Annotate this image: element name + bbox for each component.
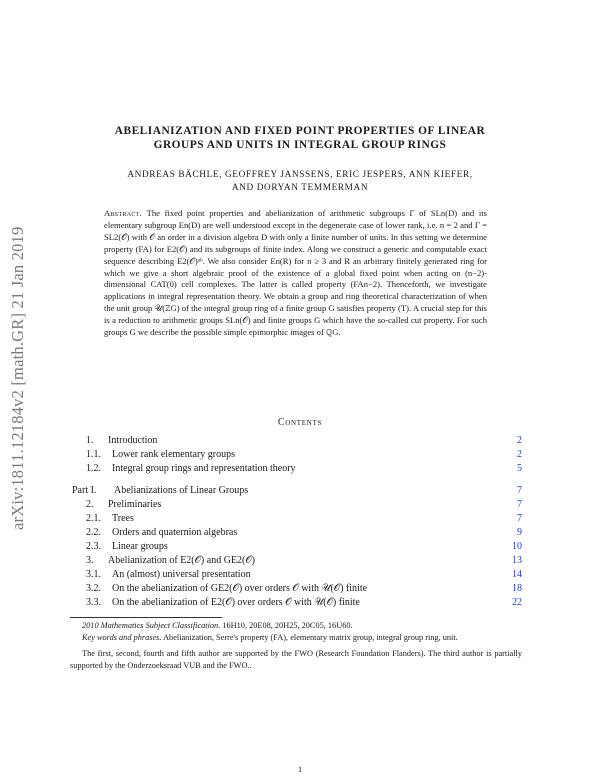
toc-entry[interactable]: [72, 568, 522, 582]
abstract-label: Abstract.: [104, 208, 143, 218]
toc-entry[interactable]: [72, 448, 522, 462]
toc-entry-number: 3.3.: [86, 597, 101, 608]
toc-entry[interactable]: [72, 434, 522, 448]
toc-entry[interactable]: [72, 526, 522, 540]
toc-entry-page-link[interactable]: 18: [512, 583, 522, 594]
toc-entry-number: 2.2.: [86, 527, 101, 538]
toc-entry[interactable]: [72, 554, 522, 568]
toc-entry-page-link[interactable]: 9: [517, 527, 522, 538]
keywords-label: Key words and phrases.: [82, 632, 162, 642]
funding-footnote: The first, second, fourth and fifth author are supported by the FWO (Research Foundation Flanders). The third author is partially supported by the Onderzoeksraad VUB and the FWO..: [70, 649, 522, 670]
toc-entry-title: An (almost) universal presentation: [112, 569, 251, 580]
msc-label: 2010 Mathematics Subject Classification.: [82, 621, 221, 630]
footnotes: [70, 620, 522, 671]
toc-entry-title: Integral group rings and representation theory: [112, 463, 296, 474]
author-list: [70, 169, 530, 195]
footnote-rule: [70, 617, 222, 618]
toc-entry-number: 1.: [86, 435, 94, 446]
toc-entry-number: 2.3.: [86, 541, 101, 552]
toc-entry[interactable]: [72, 512, 522, 526]
authors-line-2: AND DORYAN TEMMERMAN: [231, 183, 369, 193]
toc-entry-page-link[interactable]: 2: [517, 435, 522, 446]
toc-entry-title: Introduction: [108, 435, 158, 446]
toc-entry[interactable]: [72, 484, 522, 498]
toc-entry-page-link[interactable]: 10: [512, 541, 522, 552]
toc-entry[interactable]: [72, 596, 522, 610]
toc-entry-number: 3.: [86, 555, 94, 566]
toc-entry-number: 3.2.: [86, 583, 101, 594]
keywords-footnote: [70, 632, 522, 644]
msc-codes: 16H10, 20E08, 20H25, 20C05, 16U60.: [222, 621, 353, 630]
toc-entry-title: Trees: [112, 513, 134, 524]
toc-entry-title: Preliminaries: [108, 499, 162, 510]
toc-entry-number: 1.1.: [86, 449, 101, 460]
toc-entry-title: On the abelianization of E2(𝒪) over orders 𝒪 with 𝒰(𝒪) finite: [112, 597, 360, 608]
toc-entry[interactable]: [72, 462, 522, 476]
toc-entry-number: 3.1.: [86, 569, 101, 580]
toc-entry-title: Abelianization of E2(𝒪) and GE2(𝒪): [108, 555, 255, 566]
toc-entry-page-link[interactable]: 22: [512, 597, 522, 608]
toc-entry-title: Lower rank elementary groups: [112, 449, 236, 460]
toc-entry-title: Linear groups: [112, 541, 168, 552]
abstract: [104, 208, 487, 339]
toc-entry-number: 2.: [86, 499, 94, 510]
toc-entry-page-link[interactable]: 7: [517, 499, 522, 510]
toc-entry[interactable]: [72, 582, 522, 596]
title-line-2: GROUPS AND UNITS IN INTEGRAL GROUP RINGS: [153, 139, 447, 151]
toc-entry-page-link[interactable]: 13: [512, 555, 522, 566]
toc-entry-page-link[interactable]: 7: [517, 485, 522, 496]
keywords-text: Abelianization, Serre's property (FA), elementary matrix group, integral group ring, unit.: [163, 632, 458, 642]
toc-entry-page-link[interactable]: 7: [517, 513, 522, 524]
contents-heading: Contents: [277, 417, 323, 428]
toc-entry-number: Part I.: [72, 485, 97, 496]
arxiv-identifier: arXiv:1811.12184v2 [math.GR] 21 Jan 2019: [8, 226, 27, 530]
title-line-1: ABELIANIZATION AND FIXED POINT PROPERTIES OF LINEAR: [114, 125, 486, 137]
toc-entry-title: Abelianizations of Linear Groups: [114, 485, 249, 496]
toc-entry[interactable]: [72, 540, 522, 554]
table-of-contents: [72, 434, 522, 610]
toc-entry-number: 2.1.: [86, 513, 101, 524]
toc-entry-number: 1.2.: [86, 463, 101, 474]
toc-entry-page-link[interactable]: 14: [512, 569, 522, 580]
page-number: 1: [297, 764, 303, 774]
toc-entry[interactable]: [72, 498, 522, 512]
toc-entry-page-link[interactable]: 5: [517, 463, 522, 474]
toc-entry-page-link[interactable]: 2: [517, 449, 522, 460]
authors-line-1: ANDREAS BÄCHLE, GEOFFREY JANSSENS, ERIC JESPERS, ANN KIEFER,: [127, 170, 473, 180]
toc-entry-title: Orders and quaternion algebras: [112, 527, 238, 538]
abstract-text: The fixed point properties and abelianization of arithmetic subgroups Γ of SLn(D) and its elementary subgroup En(D) are well understood except in the degenerate case of lower rank, i.e. n = 2 and Γ = SL2(𝒪) with 𝒪 an order in a division algebra D with only a finite number of units. In this setting we determine property (FA) for E2(𝒪) and its subgroups of finite index. Along we construct a generic and computable exact sequence describing E2(𝒪)ᵃᵇ. We also consider En(R) for n ≥ 3 and R an arbitrary finitely generated ring for which we give a short algebraic proof of the existence of a global fixed point when acting on (n−2)-dimensional CAT(0) cell complexes. The latter is called property (FAn−2). Thenceforth, we investigate applications in integral representation theory. We obtain a group and ring theoretical characterization of when the unit group 𝒰(ℤG) of the integral group ring of a finite group G satisfies property (T). A crucial step for this is a reduction to arithmetic groups SLn(𝒪) and finite groups G which have the so-called cut property. For such groups G we describe the possible simple epimorphic images of ℚG.: [104, 208, 487, 338]
msc-footnote: [70, 620, 522, 632]
paper-title: [70, 124, 530, 152]
toc-entry-title: On the abelianization of GE2(𝒪) over orders 𝒪 with 𝒰(𝒪) finite: [112, 583, 368, 594]
